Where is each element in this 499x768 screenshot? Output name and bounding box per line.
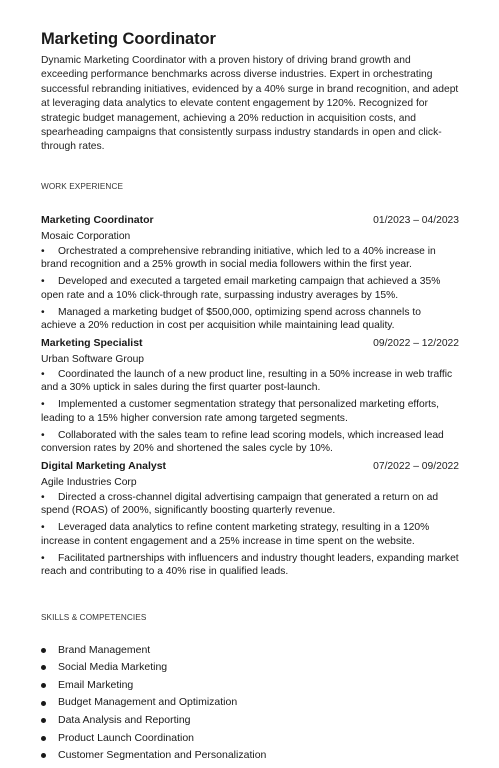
skills-list	[41, 642, 459, 765]
job-entry	[41, 460, 459, 579]
professional-summary: Dynamic Marketing Coordinator with a proven history of driving brand growth and exceeding performance benchmarks across diverse industries. Expert in orchestrating successful rebranding initiatives, evidenced by a 40% surge in brand recognition, and adept at leveraging data analytics to elevate content engagement by 120%. Recognized for strategic budget management, achieving a 20% reduction in acquisition costs, and spearheading campaigns that consistently surpass industry standards in open and click-through rates.	[41, 55, 459, 153]
skill-label: Brand Management	[58, 643, 151, 656]
bullet-item	[41, 491, 459, 518]
bullet-text: Orchestrated a comprehensive rebranding initiative, which led to a 40% increase in brand recognition and a 25% growth in social media followers within the first year.	[41, 245, 436, 271]
bullet-item	[41, 368, 459, 395]
bullet-dot-icon: •	[41, 429, 45, 441]
bullet-item	[41, 245, 459, 272]
skills-heading: SKILLS & COMPETENCIES	[41, 612, 147, 622]
skill-item	[41, 730, 459, 748]
job-company: Mosaic Corporation	[41, 230, 131, 242]
skill-item	[41, 694, 459, 712]
skill-label: Social Media Marketing	[58, 661, 168, 674]
job-dates: 09/2022 – 12/2022	[373, 337, 459, 349]
bullet-item	[41, 552, 459, 579]
bullet-dot-icon	[41, 718, 46, 723]
work-experience-heading: WORK EXPERIENCE	[41, 181, 124, 191]
skill-label: Email Marketing	[58, 678, 134, 691]
bullet-text: Collaborated with the sales team to refine lead scoring models, which increased lead conversion rates by 20% and shortened the sales cycle by 10%.	[41, 429, 444, 455]
job-role: Marketing Specialist	[41, 336, 143, 349]
bullet-text: Leveraged data analytics to refine content marketing strategy, resulting in a 120% increase in content engagement and a 25% increase in time spent on the website.	[41, 522, 430, 547]
job-role: Marketing Coordinator	[41, 213, 154, 226]
job-bullets	[41, 368, 459, 456]
skill-item	[41, 677, 459, 695]
skill-item	[41, 642, 459, 660]
bullet-item	[41, 306, 459, 333]
bullet-text: Coordinated the launch of a new product line, resulting in a 50% increase in web traffic and a 30% uptick in sales during the first quarter post-launch.	[41, 368, 453, 394]
skill-item	[41, 747, 459, 765]
skill-item	[41, 712, 459, 730]
job-company: Agile Industries Corp	[41, 476, 137, 488]
bullet-dot-icon: •	[41, 399, 45, 411]
bullet-item	[41, 398, 459, 425]
bullet-text: Implemented a customer segmentation strategy that personalized marketing efforts, leading to a 15% higher conversion rate among targeted segments.	[41, 399, 439, 424]
job-company: Urban Software Group	[41, 353, 145, 365]
bullet-item	[41, 429, 459, 456]
job-entry	[41, 214, 459, 333]
bullet-dot-icon: •	[41, 245, 45, 257]
bullet-dot-icon: •	[41, 552, 45, 564]
skill-item	[41, 659, 459, 677]
bullet-dot-icon: •	[41, 491, 45, 503]
job-dates: 07/2022 – 09/2022	[373, 460, 459, 472]
bullet-text: Managed a marketing budget of $500,000, optimizing spend across channels to achieve a 20% reduction in cost per acquisition while maintaining lead quality.	[41, 307, 421, 332]
bullet-item	[41, 521, 459, 548]
bullet-text: Directed a cross-channel digital advertising campaign that generated a return on ad spend (ROAS) of 200%, significantly boosting quarterly revenue.	[41, 491, 439, 516]
job-bullets	[41, 491, 459, 579]
bullet-dot-icon	[41, 648, 46, 653]
bullet-dot-icon	[41, 665, 46, 670]
skill-label: Data Analysis and Reporting	[58, 713, 191, 726]
skill-label: Product Launch Coordination	[58, 731, 195, 744]
job-dates: 01/2023 – 04/2023	[373, 214, 459, 226]
job-entry	[41, 337, 459, 456]
resume-title: Marketing Coordinator	[41, 30, 216, 48]
bullet-dot-icon	[41, 753, 46, 758]
skill-label: Budget Management and Optimization	[58, 696, 238, 709]
bullet-text: Facilitated partnerships with influencers and industry thought leaders, expanding market reach and contributing to a 40% rise in qualified leads.	[41, 552, 459, 578]
bullet-dot-icon: •	[41, 368, 45, 380]
skill-label: Customer Segmentation and Personalization	[58, 749, 267, 762]
job-bullets	[41, 245, 459, 333]
resume-page	[41, 30, 459, 765]
bullet-dot-icon	[41, 683, 46, 688]
bullet-dot-icon	[41, 736, 46, 741]
bullet-dot-icon	[41, 701, 46, 706]
bullet-dot-icon: •	[41, 307, 45, 319]
job-role: Digital Marketing Analyst	[41, 459, 167, 472]
bullet-text: Developed and executed a targeted email marketing campaign that achieved a 35% open rate and a 10% click-through rate, surpassing industry averages by 15%.	[41, 276, 441, 301]
bullet-dot-icon: •	[41, 522, 45, 534]
bullet-item	[41, 275, 459, 302]
bullet-dot-icon: •	[41, 276, 45, 288]
